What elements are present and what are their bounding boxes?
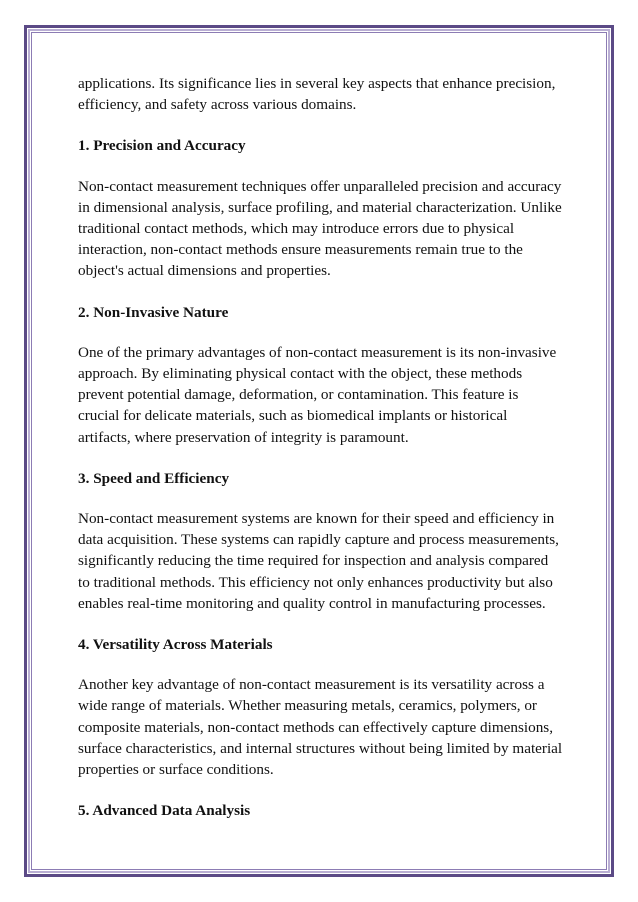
section-body-versatility: Another key advantage of non-contact measurement is its versatility across a wide range of materials. Whether measuring metals, ceramics, polymers, or composite materials, non-contact methods can effectively capture dimensions, surface characteristics, and internal structures without being limited by material properties or surface conditions. <box>78 676 563 779</box>
section-heading-speed: 3. Speed and Efficiency <box>78 469 230 487</box>
section-heading-versatility: 4. Versatility Across Materials <box>78 636 273 654</box>
section-body-non-invasive: One of the primary advantages of non-contact measurement is its non-invasive approach. By eliminating physical contact with the object, these methods prevent potential damage, deformation, or contamination. This feature is crucial for delicate materials, such as biomedical implants or historical artifacts, where preservation of integrity is paramount. <box>78 343 557 446</box>
document-body <box>78 73 563 840</box>
section-body-speed: Non-contact measurement systems are known for their speed and efficiency in data acquisition. These systems can rapidly capture and process measurements, significantly reducing the time required for inspection and analysis compared to traditional methods. This efficiency not only enhances productivity but also enables real-time monitoring and quality control in manufacturing processes. <box>78 510 559 612</box>
section-body-precision: Non-contact measurement techniques offer unparalleled precision and accuracy in dimensional analysis, surface profiling, and material characterization. Unlike traditional contact methods, which may introduce errors due to physical interaction, non-contact methods ensure measurements remain true to the object's actual dimensions and properties. <box>78 177 562 280</box>
section-heading-precision: 1. Precision and Accuracy <box>78 137 246 155</box>
section-heading-non-invasive: 2. Non-Invasive Nature <box>78 303 229 321</box>
intro-paragraph: applications. Its significance lies in several key aspects that enhance precision, efficiency, and safety across various domains. <box>78 75 556 114</box>
section-heading-data-analysis: 5. Advanced Data Analysis <box>78 802 251 820</box>
